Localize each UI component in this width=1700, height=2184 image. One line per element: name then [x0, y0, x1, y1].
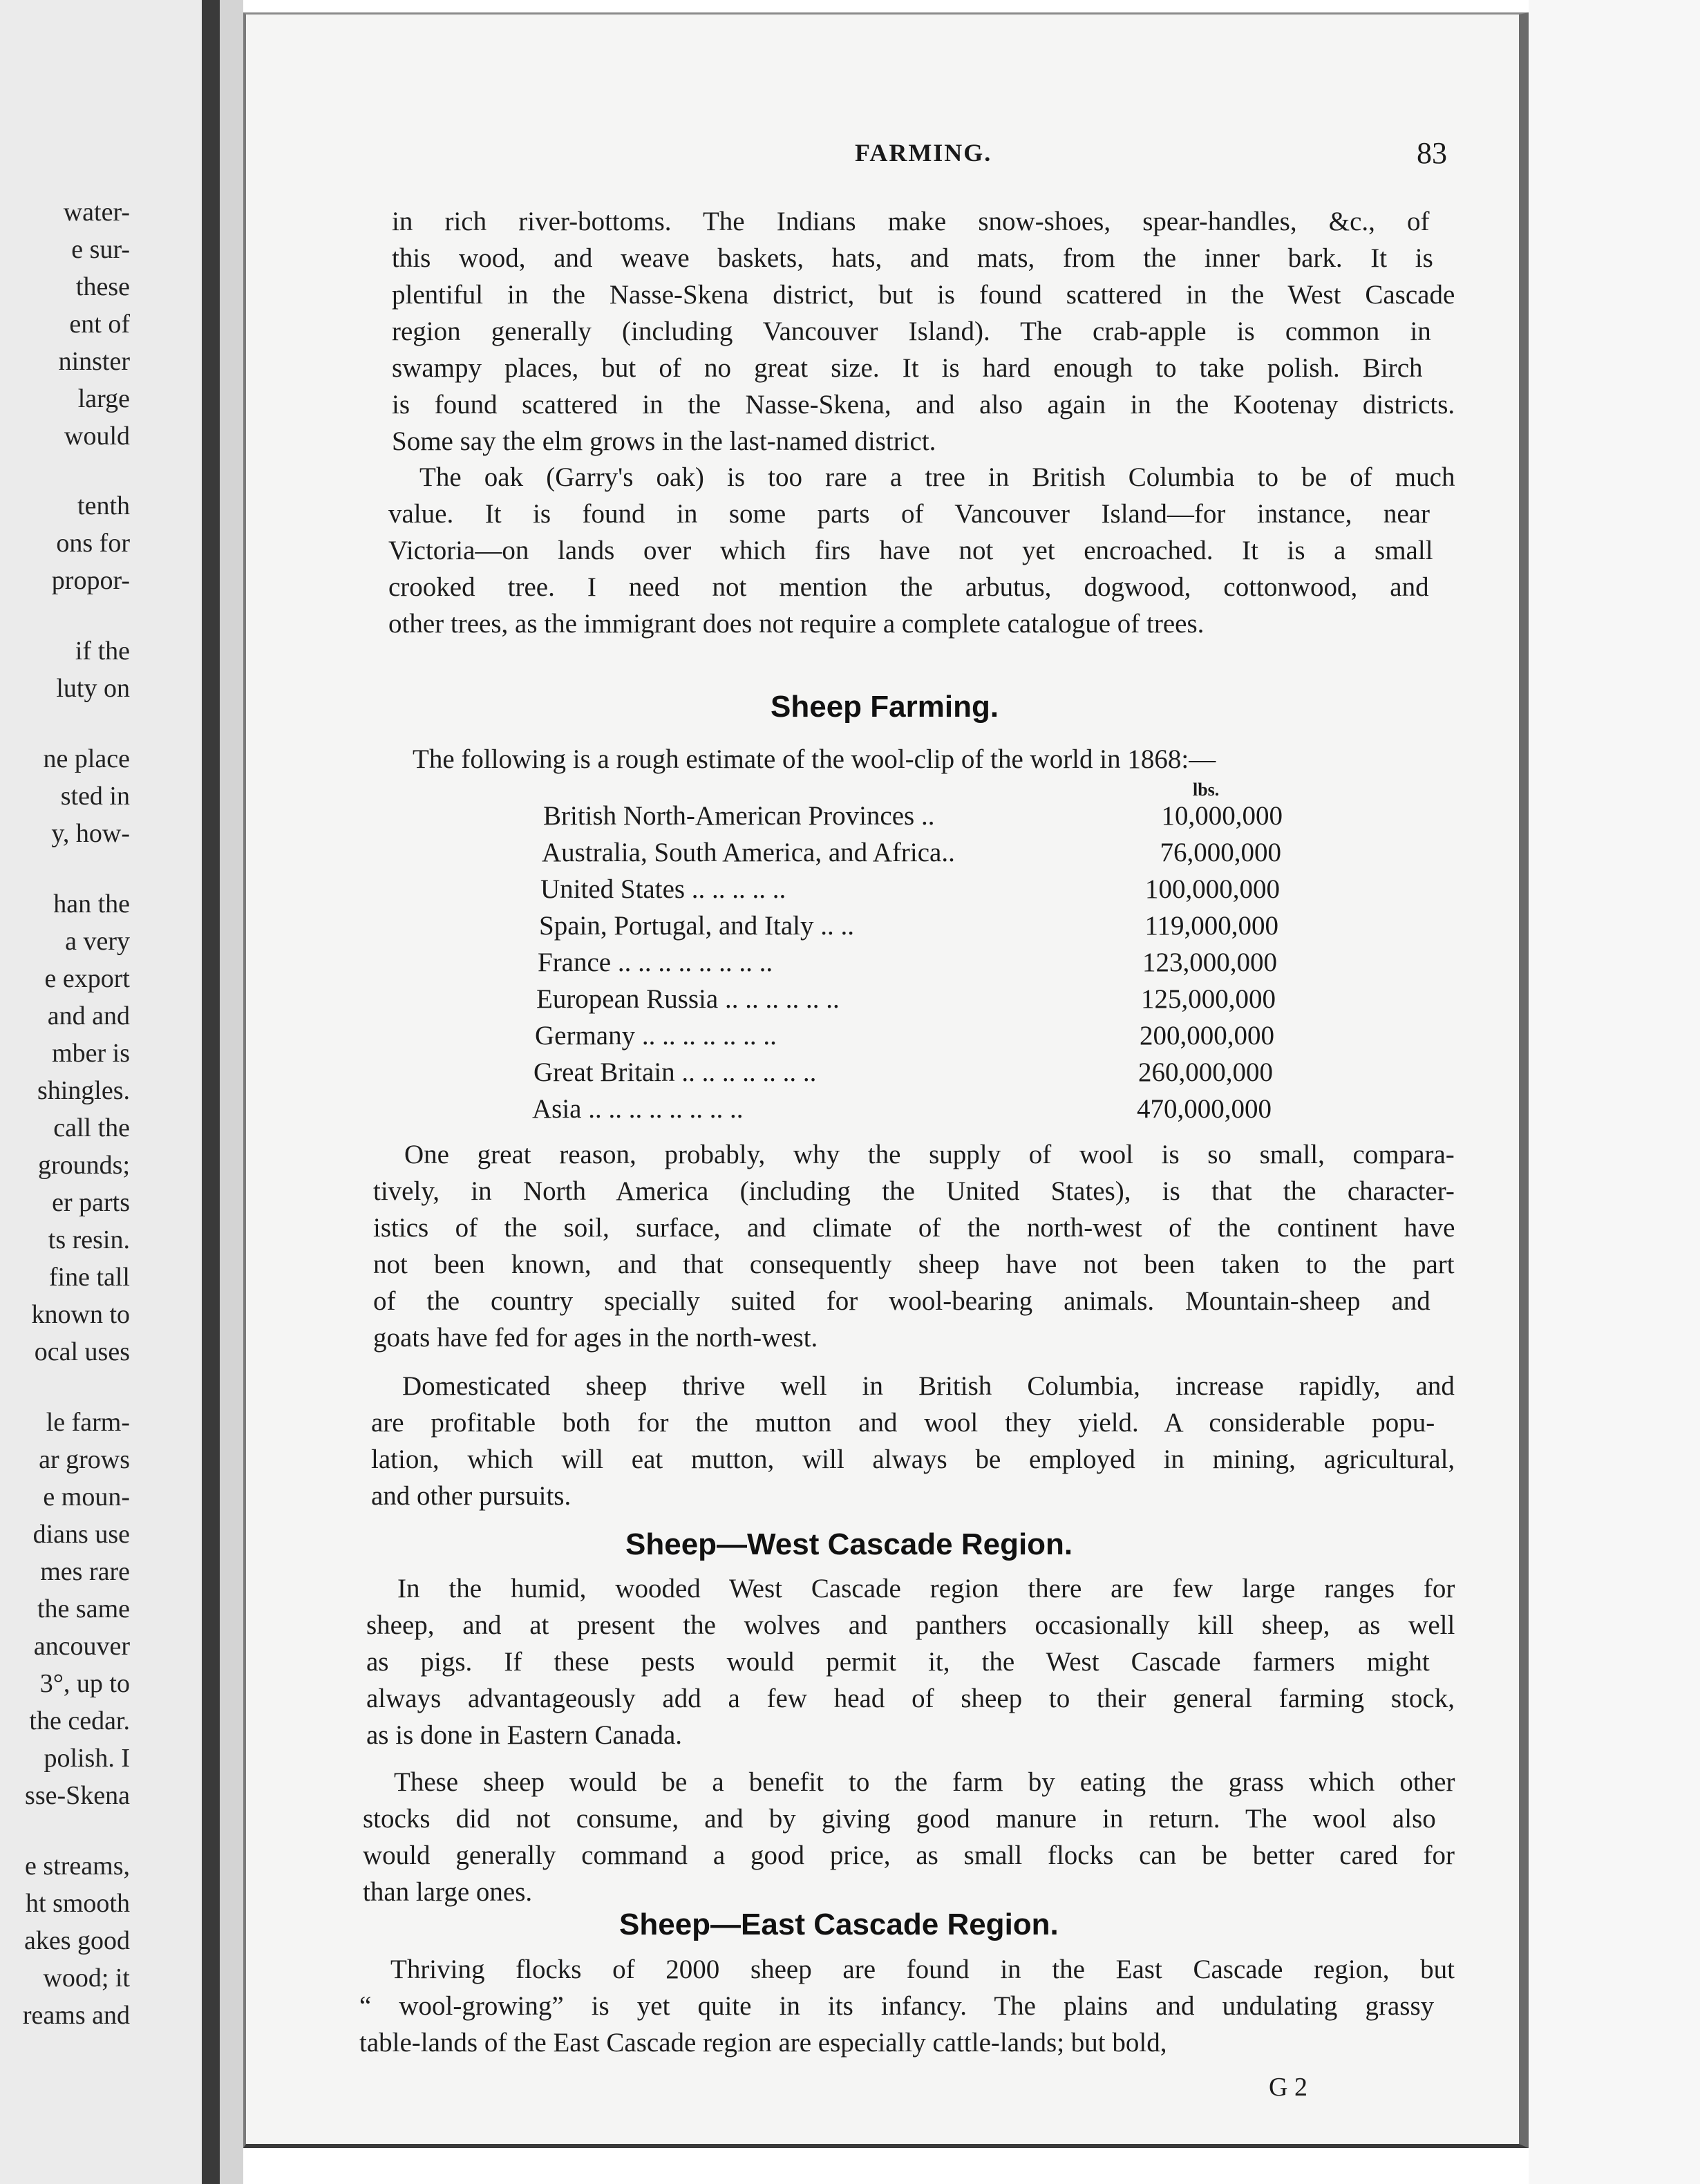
text-line: than large ones.	[363, 1877, 533, 1907]
table-row-label: Spain, Portugal, and Italy .. ..	[539, 911, 855, 941]
left-page-line: mes rare	[40, 1557, 130, 1586]
text-line: lation, which will eat mutton, will always be employed in mining, agricultural,	[371, 1444, 1455, 1474]
left-page-line: ninster	[58, 347, 130, 376]
text-line: plentiful in the Nasse-Skena district, but is found scattered in the West Cascade	[392, 280, 1455, 310]
book-binding-shadow	[202, 0, 220, 2184]
page-number: 83	[1417, 136, 1447, 170]
running-head: FARMING.	[855, 139, 992, 167]
text-line: as pigs. If these pests would permit it, the West Cascade farmers might	[366, 1647, 1430, 1677]
text-line: “ wool-growing” is yet quite in its infancy. The plains and undulating grassy	[359, 1991, 1435, 2021]
table-row-amount: 10,000,000	[1161, 801, 1283, 831]
table-row-label: British North-American Provinces ..	[543, 801, 935, 831]
text-line: this wood, and weave baskets, hats, and mats, from the inner bark. It is	[392, 243, 1433, 273]
left-page-line: ts resin.	[48, 1225, 130, 1254]
table-row-amount: 125,000,000	[1141, 984, 1276, 1014]
text-line: as is done in Eastern Canada.	[366, 1720, 683, 1750]
table-row-label: United States .. .. .. .. ..	[540, 874, 786, 904]
left-page-line: wood; it	[43, 1964, 130, 1993]
text-line: The following is a rough estimate of the wool-clip of the world in 1868:—	[413, 744, 1216, 774]
left-page-line: 3°, up to	[39, 1669, 130, 1698]
left-page-line: if the	[75, 637, 130, 666]
left-facing-page	[0, 0, 220, 2184]
signature-mark: G 2	[1269, 2073, 1307, 2102]
text-line: region generally (including Vancouver Island). The crab-apple is common in	[392, 317, 1431, 346]
text-line: sheep, and at present the wolves and panthers occasionally kill sheep, as well	[366, 1610, 1455, 1640]
text-line: stocks did not consume, and by giving good manure in return. The wool also	[363, 1804, 1436, 1834]
table-row-label: Great Britain .. .. .. .. .. .. ..	[533, 1057, 817, 1087]
heading-west-cascade: Sheep—West Cascade Region.	[625, 1527, 1073, 1561]
text-line: swampy places, but of no great size. It is hard enough to take polish. Birch	[392, 353, 1423, 383]
left-page-line: the cedar.	[29, 1706, 130, 1735]
text-line: One great reason, probably, why the supply of wool is so small, compara-	[404, 1140, 1455, 1169]
left-page-line: call the	[53, 1113, 130, 1142]
text-line: would generally command a good price, as small flocks can be better cared for	[363, 1841, 1455, 1870]
left-page-line: ocal uses	[34, 1337, 130, 1366]
left-page-line: le farm-	[46, 1408, 130, 1437]
left-page-line: ht smooth	[26, 1889, 130, 1918]
text-line: goats have fed for ages in the north-west.	[373, 1323, 818, 1353]
left-page-line: ons for	[56, 529, 130, 558]
left-page-line: propor-	[51, 566, 130, 595]
table-row-amount: 119,000,000	[1144, 911, 1278, 941]
text-line: not been known, and that consequently sheep have not been taken to the part	[373, 1250, 1455, 1279]
table-unit-label: lbs.	[1193, 780, 1220, 800]
table-row-label: Germany .. .. .. .. .. .. ..	[535, 1021, 777, 1051]
table-row-label: Australia, South America, and Africa..	[542, 838, 955, 867]
table-row-label: France .. .. .. .. .. .. .. ..	[538, 948, 773, 977]
left-page-line: sse-Skena	[25, 1781, 130, 1810]
text-line: and other pursuits.	[371, 1481, 572, 1511]
left-page-line: dians use	[32, 1520, 130, 1549]
left-page-line: large	[77, 384, 130, 413]
text-line: always advantageously add a few head of sheep to their general farming stock,	[366, 1684, 1455, 1713]
left-page-line: known to	[31, 1300, 130, 1329]
text-line: istics of the soil, surface, and climate of the north-west of the continent have	[373, 1213, 1455, 1243]
left-page-line: would	[64, 422, 130, 451]
text-line: crooked tree. I need not mention the arbutus, dogwood, cottonwood, and	[388, 572, 1429, 602]
table-row-amount: 260,000,000	[1138, 1057, 1273, 1087]
heading-east-cascade: Sheep—East Cascade Region.	[619, 1908, 1059, 1941]
text-line: Thriving flocks of 2000 sheep are found in the East Cascade region, but	[390, 1955, 1455, 1984]
text-line: Some say the elm grows in the last-named district.	[392, 426, 936, 456]
left-page-line: these	[75, 272, 130, 301]
right-margin	[1529, 0, 1700, 2184]
heading-sheep-farming: Sheep Farming.	[771, 690, 999, 724]
left-page-line: akes good	[23, 1926, 130, 1955]
left-page-line: e sur-	[71, 235, 130, 264]
text-line: Domesticated sheep thrive well in British Columbia, increase rapidly, and	[402, 1371, 1455, 1401]
text-line: Victoria—on lands over which firs have not yet encroached. It is a small	[388, 536, 1433, 565]
table-row-amount: 470,000,000	[1137, 1094, 1272, 1124]
text-line: table-lands of the East Cascade region are especially cattle-lands; but bold,	[359, 2028, 1167, 2058]
left-page-line: tenth	[77, 491, 130, 520]
text-line: in rich river-bottoms. The Indians make snow-shoes, spear-handles, &c., of	[392, 207, 1430, 236]
text-line: These sheep would be a benefit to the farm by eating the grass which other	[394, 1767, 1455, 1797]
left-page-line: fine tall	[48, 1263, 130, 1292]
table-row-amount: 200,000,000	[1140, 1021, 1274, 1051]
text-line: of the country specially suited for wool-bearing animals. Mountain-sheep and	[373, 1286, 1430, 1316]
table-row-label: European Russia .. .. .. .. .. ..	[536, 984, 840, 1014]
text-line: are profitable both for the mutton and wool they yield. A considerable popu-	[371, 1408, 1435, 1438]
left-page-line: e streams,	[25, 1852, 130, 1881]
left-page-line: e moun-	[43, 1482, 130, 1512]
left-page-line: polish. I	[44, 1744, 130, 1773]
left-page-line: er parts	[52, 1188, 130, 1217]
left-page-line: e export	[44, 964, 130, 993]
left-page-line: water-	[63, 198, 130, 227]
text-line: In the humid, wooded West Cascade region there are few large ranges for	[397, 1574, 1455, 1603]
text-line: tively, in North America (including the United States), is that the character-	[373, 1176, 1455, 1206]
left-page-line: and and	[47, 1001, 130, 1030]
text-line: other trees, as the immigrant does not require a complete catalogue of trees.	[388, 609, 1205, 639]
page-gutter	[220, 0, 243, 2184]
left-page-line: ancouver	[33, 1632, 130, 1661]
left-page-line: reams and	[22, 2001, 130, 2030]
left-page-line: a very	[65, 927, 130, 956]
left-page-line: mber is	[52, 1039, 130, 1068]
text-line: value. It is found in some parts of Vancouver Island—for instance, near	[388, 499, 1430, 529]
left-page-line: ar grows	[39, 1445, 130, 1474]
left-page-line: the same	[37, 1594, 130, 1623]
left-page-line: shingles.	[37, 1076, 130, 1105]
text-line: is found scattered in the Nasse-Skena, and also again in the Kootenay districts.	[392, 390, 1455, 420]
left-page-line: grounds;	[38, 1151, 130, 1180]
left-page-line: sted in	[60, 782, 130, 811]
table-row-amount: 76,000,000	[1160, 838, 1281, 867]
table-row-label: Asia .. .. .. .. .. .. .. ..	[532, 1094, 744, 1124]
left-page-line: ent of	[69, 310, 130, 339]
left-page-line: luty on	[56, 674, 130, 703]
left-page-line: han the	[53, 889, 130, 919]
text-line: The oak (Garry's oak) is too rare a tree in British Columbia to be of much	[419, 462, 1455, 492]
table-row-amount: 100,000,000	[1145, 874, 1280, 904]
left-page-line: y, how-	[51, 819, 130, 848]
table-row-amount: 123,000,000	[1142, 948, 1277, 977]
left-page-line: ne place	[43, 744, 130, 773]
